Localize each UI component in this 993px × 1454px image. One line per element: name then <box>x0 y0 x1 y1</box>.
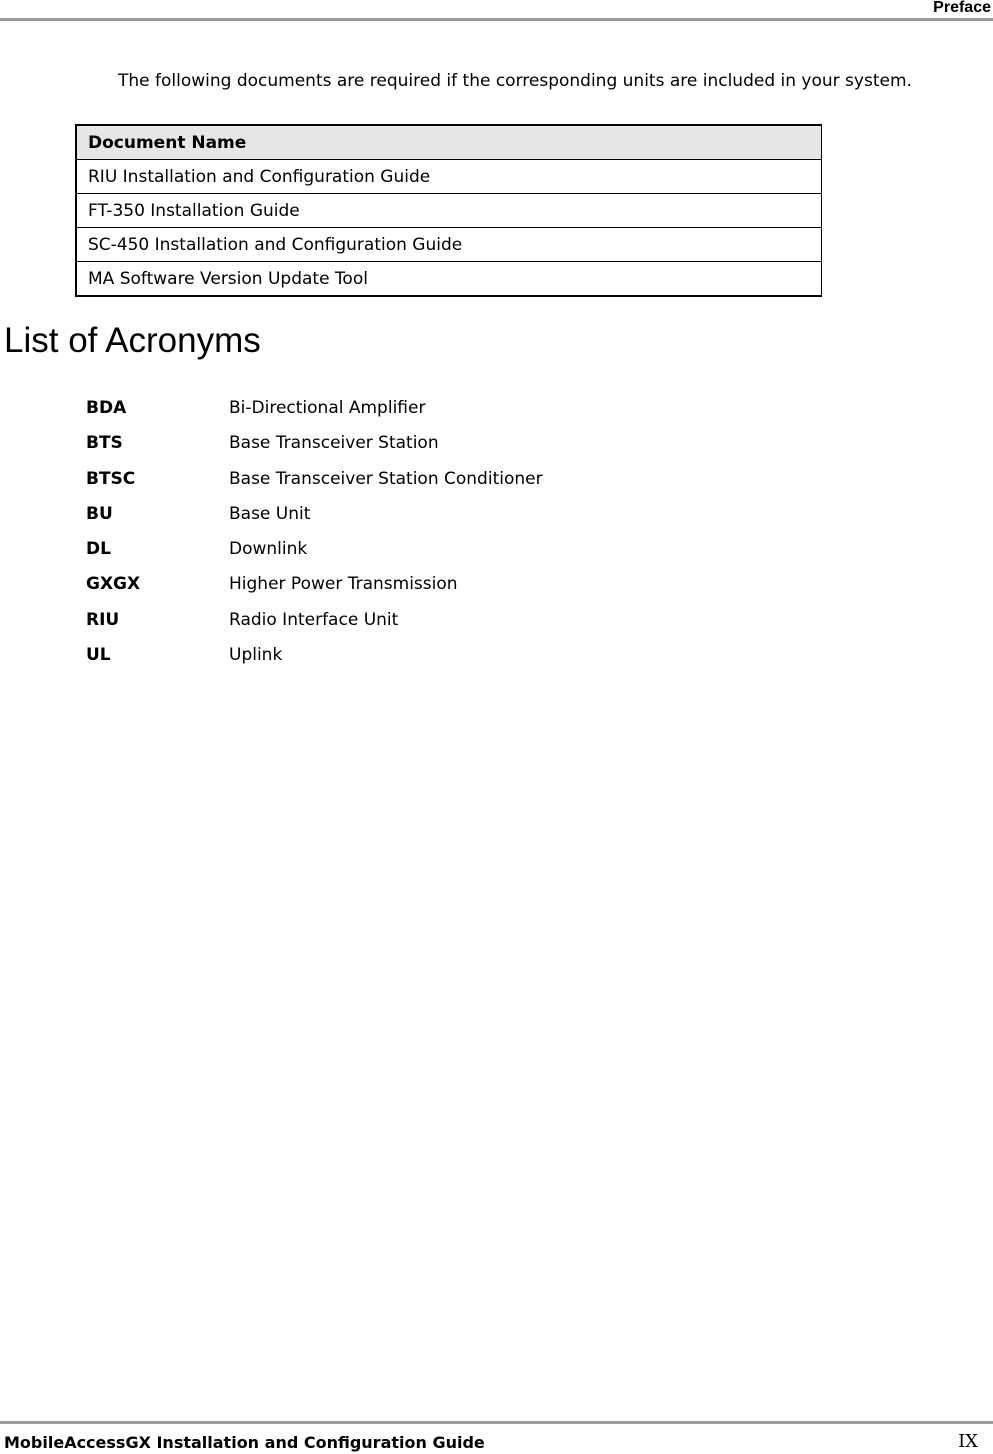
acronym-definition: Higher Power Transmission <box>229 574 458 595</box>
acronym-list <box>86 396 543 678</box>
acronym-item <box>86 467 543 502</box>
table-row <box>76 194 822 228</box>
acronym-item <box>86 608 543 643</box>
acronym-item <box>86 502 543 537</box>
acronym-term: BU <box>86 503 113 524</box>
table-header-row <box>76 125 822 160</box>
acronym-item <box>86 396 543 431</box>
acronym-definition: Base Unit <box>229 503 311 524</box>
column-header-document-name: Document Name <box>76 125 822 160</box>
acronym-definition: Base Transceiver Station Conditioner <box>229 468 543 489</box>
acronym-term: GXGX <box>86 574 141 595</box>
acronym-item <box>86 537 543 572</box>
acronym-term: RIU <box>86 609 120 630</box>
acronym-term: BTSC <box>86 468 136 489</box>
page-number: IX <box>958 1431 978 1452</box>
table-cell: RIU Installation and Configuration Guide <box>76 160 822 194</box>
acronym-definition: Downlink <box>229 539 308 560</box>
section-title-acronyms: List of Acronyms <box>4 321 261 360</box>
acronym-definition: Base Transceiver Station <box>229 433 439 454</box>
acronym-item <box>86 572 543 607</box>
table-cell: FT-350 Installation Guide <box>76 194 822 228</box>
footer-rule <box>0 1421 993 1424</box>
acronym-item <box>86 431 543 466</box>
header-rule <box>0 18 993 21</box>
table-row <box>76 262 822 297</box>
table-row <box>76 228 822 262</box>
footer-document-title: MobileAccessGX Installation and Configuration Guide <box>4 1433 485 1452</box>
documents-table <box>75 124 822 297</box>
acronym-term: BDA <box>86 398 127 418</box>
acronym-term: BTS <box>86 433 123 454</box>
table-cell: MA Software Version Update Tool <box>76 262 822 297</box>
table-row <box>76 160 822 194</box>
acronym-term: UL <box>86 645 111 666</box>
acronym-definition: Bi-Directional Amplifier <box>229 398 426 418</box>
running-header: Preface <box>933 0 991 16</box>
acronym-definition: Uplink <box>229 645 283 666</box>
table-cell: SC-450 Installation and Configuration Guide <box>76 228 822 262</box>
intro-paragraph: The following documents are required if the corresponding units are included in your system. <box>118 71 912 91</box>
acronym-term: DL <box>86 539 111 560</box>
acronym-definition: Radio Interface Unit <box>229 609 399 630</box>
acronym-item <box>86 643 543 678</box>
